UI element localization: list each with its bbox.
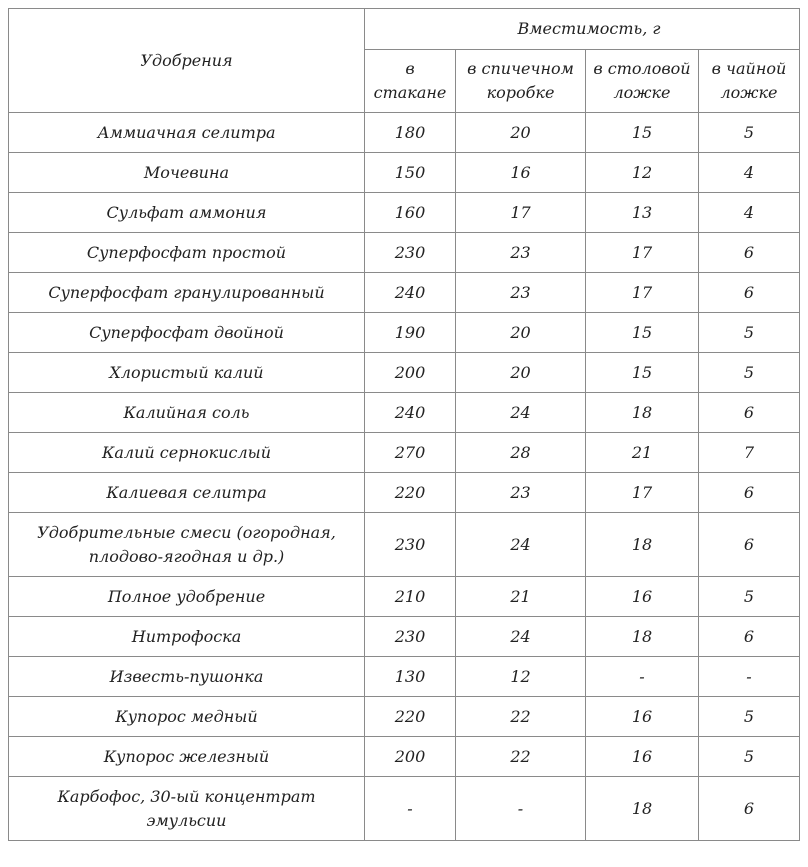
- teaspoon-value-cell: -: [699, 657, 800, 697]
- matchbox-value-cell: 23: [456, 233, 586, 273]
- table-row: [9, 233, 800, 273]
- header-capacity: Вместимость, г: [365, 9, 800, 50]
- table-row: [9, 313, 800, 353]
- tablespoon-value-cell: 18: [586, 777, 699, 841]
- tablespoon-value-cell: 12: [586, 153, 699, 193]
- teaspoon-value-cell: 6: [699, 513, 800, 577]
- table-row: [9, 353, 800, 393]
- teaspoon-value-cell: 5: [699, 577, 800, 617]
- fertilizer-name-cell: Удобрительные смеси (огородная, плодово-ягодная и др.): [9, 513, 365, 577]
- glass-value-cell: 230: [365, 513, 456, 577]
- fertilizer-name-cell: Хлористый калий: [9, 353, 365, 393]
- glass-value-cell: 230: [365, 617, 456, 657]
- matchbox-value-cell: 12: [456, 657, 586, 697]
- table-row: [9, 737, 800, 777]
- table-row: [9, 193, 800, 233]
- header-matchbox: в спичечном коробке: [456, 50, 586, 113]
- fertilizer-name-cell: Калиевая селитра: [9, 473, 365, 513]
- table-row: [9, 473, 800, 513]
- teaspoon-value-cell: 5: [699, 697, 800, 737]
- tablespoon-value-cell: 18: [586, 617, 699, 657]
- glass-value-cell: 220: [365, 697, 456, 737]
- fertilizer-name-cell: Суперфосфат двойной: [9, 313, 365, 353]
- tablespoon-value-cell: 21: [586, 433, 699, 473]
- teaspoon-value-cell: 4: [699, 153, 800, 193]
- fertilizer-name-cell: Мочевина: [9, 153, 365, 193]
- teaspoon-value-cell: 4: [699, 193, 800, 233]
- teaspoon-value-cell: 7: [699, 433, 800, 473]
- matchbox-value-cell: 21: [456, 577, 586, 617]
- table-row: [9, 697, 800, 737]
- tablespoon-value-cell: 16: [586, 697, 699, 737]
- matchbox-value-cell: 28: [456, 433, 586, 473]
- table-row: [9, 617, 800, 657]
- table-row: [9, 577, 800, 617]
- fertilizer-name-cell: Суперфосфат простой: [9, 233, 365, 273]
- glass-value-cell: 150: [365, 153, 456, 193]
- glass-value-cell: 210: [365, 577, 456, 617]
- table-row: [9, 657, 800, 697]
- matchbox-value-cell: -: [456, 777, 586, 841]
- fertilizer-name-cell: Купорос медный: [9, 697, 365, 737]
- tablespoon-value-cell: 17: [586, 273, 699, 313]
- glass-value-cell: 270: [365, 433, 456, 473]
- matchbox-value-cell: 23: [456, 473, 586, 513]
- table-row: [9, 273, 800, 313]
- teaspoon-value-cell: 5: [699, 113, 800, 153]
- glass-value-cell: 160: [365, 193, 456, 233]
- glass-value-cell: 180: [365, 113, 456, 153]
- table-row: [9, 433, 800, 473]
- fertilizer-name-cell: Суперфосфат гранулированный: [9, 273, 365, 313]
- header-glass: в стакане: [365, 50, 456, 113]
- matchbox-value-cell: 20: [456, 313, 586, 353]
- fertilizer-name-cell: Калийная соль: [9, 393, 365, 433]
- teaspoon-value-cell: 5: [699, 313, 800, 353]
- glass-value-cell: 200: [365, 737, 456, 777]
- glass-value-cell: 130: [365, 657, 456, 697]
- header-tablespoon: в столовой ложке: [586, 50, 699, 113]
- table-row: [9, 777, 800, 841]
- teaspoon-value-cell: 5: [699, 737, 800, 777]
- tablespoon-value-cell: 17: [586, 473, 699, 513]
- matchbox-value-cell: 16: [456, 153, 586, 193]
- tablespoon-value-cell: 17: [586, 233, 699, 273]
- fertilizer-name-cell: Нитрофоска: [9, 617, 365, 657]
- tablespoon-value-cell: 16: [586, 737, 699, 777]
- fertilizer-name-cell: Известь-пушонка: [9, 657, 365, 697]
- matchbox-value-cell: 22: [456, 737, 586, 777]
- table-row: [9, 513, 800, 577]
- glass-value-cell: 240: [365, 393, 456, 433]
- table-row: [9, 113, 800, 153]
- matchbox-value-cell: 23: [456, 273, 586, 313]
- glass-value-cell: 230: [365, 233, 456, 273]
- teaspoon-value-cell: 6: [699, 777, 800, 841]
- table-body: [9, 113, 800, 841]
- tablespoon-value-cell: 18: [586, 393, 699, 433]
- glass-value-cell: 220: [365, 473, 456, 513]
- table-row: [9, 393, 800, 433]
- tablespoon-value-cell: -: [586, 657, 699, 697]
- tablespoon-value-cell: 13: [586, 193, 699, 233]
- tablespoon-value-cell: 18: [586, 513, 699, 577]
- matchbox-value-cell: 20: [456, 113, 586, 153]
- fertilizer-name-cell: Купорос железный: [9, 737, 365, 777]
- tablespoon-value-cell: 15: [586, 113, 699, 153]
- teaspoon-value-cell: 6: [699, 473, 800, 513]
- fertilizer-name-cell: Аммиачная селитра: [9, 113, 365, 153]
- tablespoon-value-cell: 16: [586, 577, 699, 617]
- glass-value-cell: -: [365, 777, 456, 841]
- matchbox-value-cell: 24: [456, 393, 586, 433]
- table-row: [9, 153, 800, 193]
- matchbox-value-cell: 24: [456, 617, 586, 657]
- teaspoon-value-cell: 5: [699, 353, 800, 393]
- glass-value-cell: 240: [365, 273, 456, 313]
- fertilizer-name-cell: Калий сернокислый: [9, 433, 365, 473]
- glass-value-cell: 190: [365, 313, 456, 353]
- tablespoon-value-cell: 15: [586, 313, 699, 353]
- teaspoon-value-cell: 6: [699, 233, 800, 273]
- teaspoon-value-cell: 6: [699, 617, 800, 657]
- fertilizer-name-cell: Сульфат аммония: [9, 193, 365, 233]
- teaspoon-value-cell: 6: [699, 273, 800, 313]
- matchbox-value-cell: 17: [456, 193, 586, 233]
- glass-value-cell: 200: [365, 353, 456, 393]
- matchbox-value-cell: 24: [456, 513, 586, 577]
- matchbox-value-cell: 20: [456, 353, 586, 393]
- teaspoon-value-cell: 6: [699, 393, 800, 433]
- header-teaspoon: в чайной ложке: [699, 50, 800, 113]
- tablespoon-value-cell: 15: [586, 353, 699, 393]
- fertilizer-capacity-table: [8, 8, 800, 841]
- header-fertilizer: Удобрения: [9, 9, 365, 113]
- matchbox-value-cell: 22: [456, 697, 586, 737]
- fertilizer-name-cell: Карбофос, 30-ый концентрат эмульсии: [9, 777, 365, 841]
- fertilizer-name-cell: Полное удобрение: [9, 577, 365, 617]
